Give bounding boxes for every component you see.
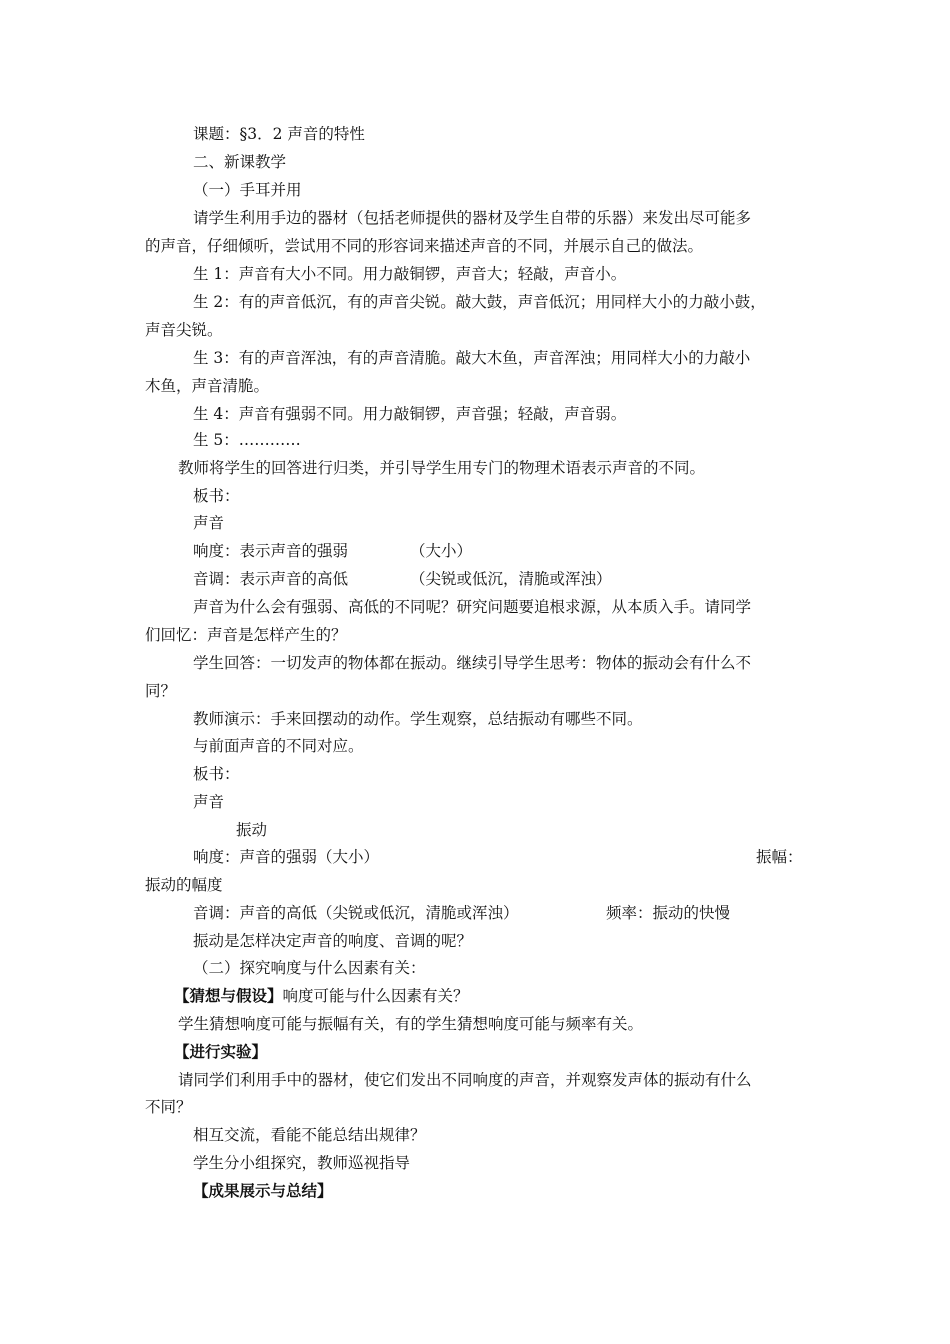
board-item: 声音 bbox=[193, 514, 225, 532]
paragraph-line: 不同？ bbox=[145, 1098, 192, 1116]
student-answer: 声音尖锐。 bbox=[145, 321, 223, 339]
result-tag: 【成果展示与总结】 bbox=[193, 1181, 333, 1200]
board-item: 频率：振动的快慢 bbox=[606, 904, 731, 922]
board-item: 振动的幅度 bbox=[145, 876, 223, 894]
paragraph-line: 相互交流，看能不能总结出规律？ bbox=[193, 1126, 426, 1144]
paragraph-line: 与前面声音的不同对应。 bbox=[193, 737, 364, 755]
paragraph-line: 教师将学生的回答进行归类，并引导学生用专门的物理术语表示声音的不同。 bbox=[178, 459, 706, 477]
paragraph-line: 的声音，仔细倾听，尝试用不同的形容词来描述声音的不同，并展示自己的做法。 bbox=[145, 237, 704, 255]
board-item: 音调：声音的高低（尖锐或低沉，清脆或浑浊） bbox=[193, 904, 519, 922]
student-answer: 生 1：声音有大小不同。用力敲铜锣，声音大；轻敲，声音小。 bbox=[193, 265, 627, 283]
paragraph-line: 声音为什么会有强弱、高低的不同呢？研究问题要追根求源，从本质入手。请同学 bbox=[193, 598, 752, 616]
paragraph-line: 教师演示：手来回摆动的动作。学生观察，总结振动有哪些不同。 bbox=[193, 710, 643, 728]
board-item: 振动 bbox=[236, 821, 268, 839]
student-answer: 木鱼，声音清脆。 bbox=[145, 377, 270, 395]
experiment-tag: 【进行实验】 bbox=[174, 1042, 268, 1061]
paragraph-line: 同？ bbox=[145, 682, 177, 700]
lesson-title: 课题：§3．2 声音的特性 bbox=[193, 125, 365, 143]
board-note: （尖锐或低沉，清脆或浑浊） bbox=[410, 570, 612, 588]
paragraph-line: 学生分小组探究，教师巡视指导 bbox=[193, 1154, 411, 1172]
paragraph-line: 们回忆：声音是怎样产生的？ bbox=[145, 626, 347, 644]
student-answer: 生 3：有的声音浑浊，有的声音清脆。敲大木鱼，声音浑浊；用同样大小的力敲小 bbox=[193, 349, 751, 367]
board-label: 板书： bbox=[193, 765, 240, 783]
paragraph-line: 振动是怎样决定声音的响度、音调的呢？ bbox=[193, 932, 473, 950]
board-item: 响度：表示声音的强弱 bbox=[193, 542, 349, 560]
student-answer: 生 2：有的声音低沉，有的声音尖锐。敲大鼓，声音低沉；用同样大小的力敲小鼓， bbox=[193, 293, 766, 311]
paragraph-line: 请学生利用手边的器材（包括老师提供的器材及学生自带的乐器）来发出尽可能多 bbox=[193, 209, 752, 227]
board-item: 响度：声音的强弱（大小） bbox=[193, 848, 380, 866]
paragraph-line: 请同学们利用手中的器材，使它们发出不同响度的声音，并观察发声体的振动有什么 bbox=[178, 1071, 752, 1089]
board-item: 振幅： bbox=[756, 848, 803, 866]
paragraph-line: 学生猜想响度可能与振幅有关，有的学生猜想响度可能与频率有关。 bbox=[178, 1015, 644, 1033]
section-heading: 二、新课教学 bbox=[193, 153, 287, 171]
guess-tag: 【猜想与假设】 bbox=[174, 986, 283, 1005]
board-label: 板书： bbox=[193, 487, 240, 505]
board-item: 声音 bbox=[193, 793, 225, 811]
paragraph-line: 学生回答：一切发声的物体都在振动。继续引导学生思考：物体的振动会有什么不 bbox=[193, 654, 752, 672]
board-note: （大小） bbox=[410, 542, 473, 560]
student-answer: 生 5：………… bbox=[193, 431, 301, 449]
subsection-heading: （一）手耳并用 bbox=[193, 181, 302, 199]
guess-text: 响度可能与什么因素有关？ bbox=[282, 987, 469, 1005]
board-item: 音调：表示声音的高低 bbox=[193, 570, 349, 588]
guess-line bbox=[174, 986, 469, 1006]
subsection-heading: （二）探究响度与什么因素有关： bbox=[193, 959, 426, 977]
student-answer: 生 4：声音有强弱不同。用力敲铜锣，声音强；轻敲，声音弱。 bbox=[193, 405, 627, 423]
